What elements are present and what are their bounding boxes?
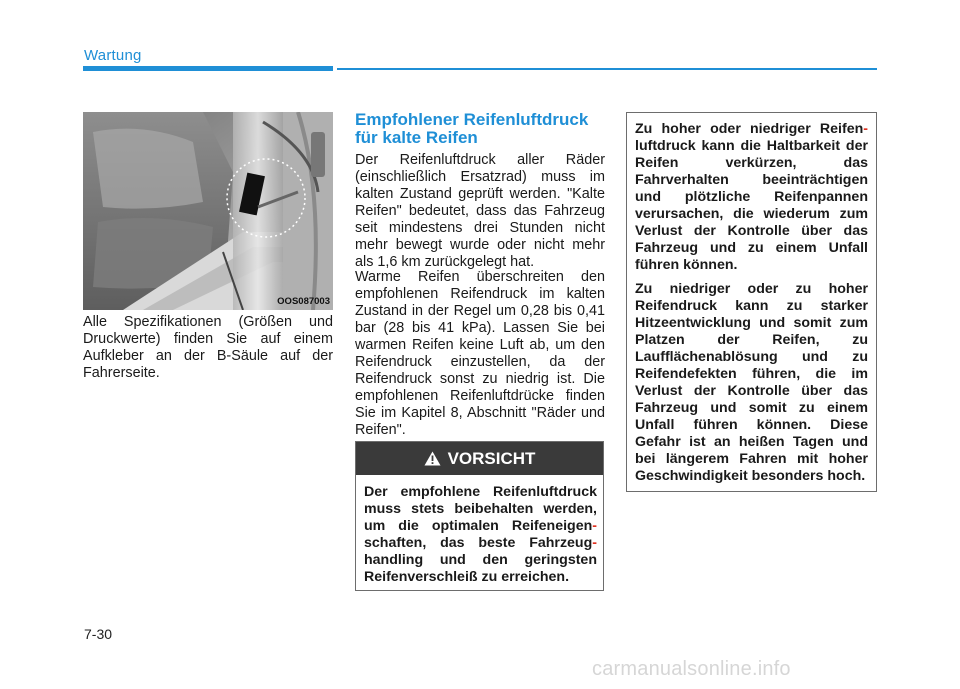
header-rule-thick: [83, 66, 333, 71]
caution-text: [356, 475, 603, 586]
sticker-location-text: Alle Spezifikationen (Größen und Druckwerte) finden Sie auf einem Aufkleber an der B-Säule auf der Fahrerseite.: [83, 314, 333, 381]
cold-tire-paragraph: Der Reifenluftdruck aller Räder (einschließlich Ersatzrad) muss im kalten Zustand geprüft werden. "Kalte Reifen" bedeutet, dass das Fahrzeug seit mindestens drei Stunden nicht mehr bewegt wurde oder nicht mehr als 1,6 km zurückgelegt hat.: [355, 152, 605, 270]
hyphen-mark: -: [592, 535, 597, 551]
warning-triangle-icon: [424, 451, 441, 466]
hyphen-mark: -: [592, 518, 597, 534]
watermark: carmanualsonline.info: [592, 658, 791, 680]
caution-box: [355, 441, 604, 591]
warm-tire-paragraph: Warme Reifen überschreiten den empfohlenen Reifendruck im kalten Zustand in der Regel um 0,28 bis 0,41 bar (28 bis 41 kPa). Lassen Sie bei warmen Reifen keine Luft ab, um den Reifendruck einzustellen, da der Reifendruck sonst zu niedrig ist. Die empfohlenen Reifenluftdrücke finden Sie im Kapitel 8, Abschnitt "Räder und Reifen".: [355, 269, 605, 438]
page-number: 7-30: [84, 626, 113, 642]
section-title: Wartung: [84, 47, 142, 64]
b-pillar-photo: [83, 112, 333, 310]
header-rule-thin: [337, 68, 877, 70]
warning-box: [626, 112, 877, 492]
section-heading: Empfohlener Reifenluftdruck für kalte Reifen: [355, 110, 589, 147]
caution-title: VORSICHT: [447, 448, 536, 468]
caution-text-part: Der empfohlene Reifenluftdruck muss stets beibehalten werden, um die optimalen Reifeneigen: [364, 484, 597, 534]
figure-code: OOS087003: [277, 296, 330, 307]
b-pillar-illustration: [83, 112, 333, 310]
warning-paragraph-2: Zu niedriger oder zu hoher Reifendruck kann zu starker Hitzeentwicklung und somit zum Platzen der Reifen, zu Laufflächenablösung und zu Reifendefekten führen, die im Verlust der Kontrolle über das Fahrzeug und somit zu einem Unfall führen können. Diese Gefahr ist an heißen Tagen und bei längerem Fahren mit hoher Geschwindigkeit besonders hoch.: [635, 281, 868, 484]
caution-text-part: handling und den geringsten Reifenverschleiß zu erreichen.: [364, 552, 597, 585]
hyphen-mark: -: [863, 121, 868, 137]
warning-paragraph-1: [635, 121, 868, 274]
caution-header: [356, 442, 603, 475]
warning-text-part: Zu hoher oder niedriger Reifen: [635, 121, 864, 137]
caution-text-part: schaften, das beste Fahrzeug: [364, 535, 593, 551]
warning-text-part: luftdruck kann die Haltbarkeit der Reifen verkürzen, das Fahrverhalten beeinträchtigen und plötzliche Reifenpannen verursachen, die wiederum zum Verlust der Kontrolle über das Fahrzeug und zu einem Unfall führen können.: [635, 138, 868, 273]
